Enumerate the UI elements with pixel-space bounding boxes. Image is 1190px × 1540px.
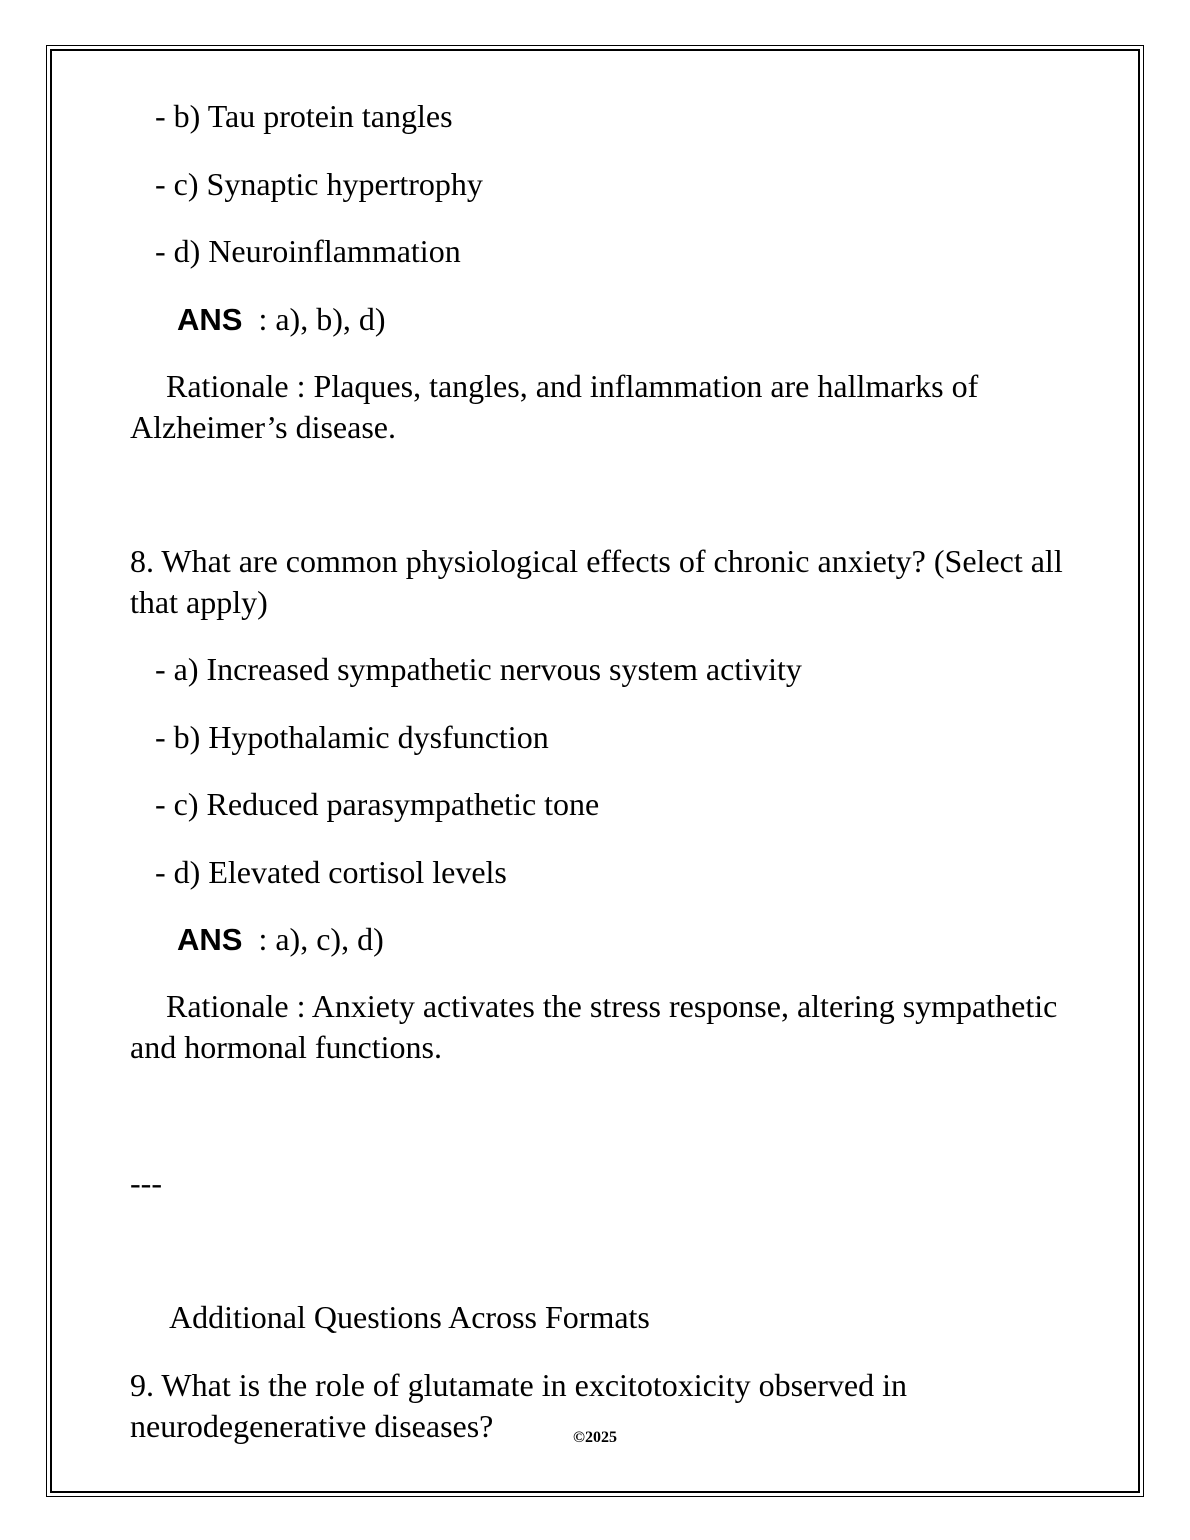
q8-question: 8. What are common physiological effects of chronic anxiety? (Select all that apply) <box>130 543 1063 620</box>
section-heading: Additional Questions Across Formats <box>169 1299 650 1335</box>
q8-rationale: Rationale : Anxiety activates the stress response, altering sympathetic and hormonal functions. <box>130 988 1058 1065</box>
q7-answer <box>177 299 386 340</box>
q9-question: 9. What is the role of glutamate in excitotoxicity observed in neurodegenerative diseases? <box>130 1367 907 1444</box>
q8-option-c: - c) Reduced parasympathetic tone <box>155 786 600 822</box>
page-footer-copyright: ©2025 <box>573 1429 617 1446</box>
section-separator: --- <box>130 1165 162 1201</box>
q7-option-c: - c) Synaptic hypertrophy <box>155 166 483 202</box>
q8-answer <box>177 919 384 960</box>
q7-rationale: Rationale : Plaques, tangles, and inflammation are hallmarks of Alzheimer’s disease. <box>130 368 979 445</box>
q8-option-b: - b) Hypothalamic dysfunction <box>155 719 549 755</box>
q8-answer-value: : a), c), d) <box>258 921 384 957</box>
q8-option-a: - a) Increased sympathetic nervous system activity <box>155 651 802 687</box>
q7-answer-label: ANS <box>177 302 243 337</box>
q8-answer-label: ANS <box>177 922 243 957</box>
q7-option-b: - b) Tau protein tangles <box>155 98 453 134</box>
q7-answer-value: : a), b), d) <box>258 301 386 337</box>
q7-option-d: - d) Neuroinflammation <box>155 233 461 269</box>
q8-option-d: - d) Elevated cortisol levels <box>155 854 507 890</box>
